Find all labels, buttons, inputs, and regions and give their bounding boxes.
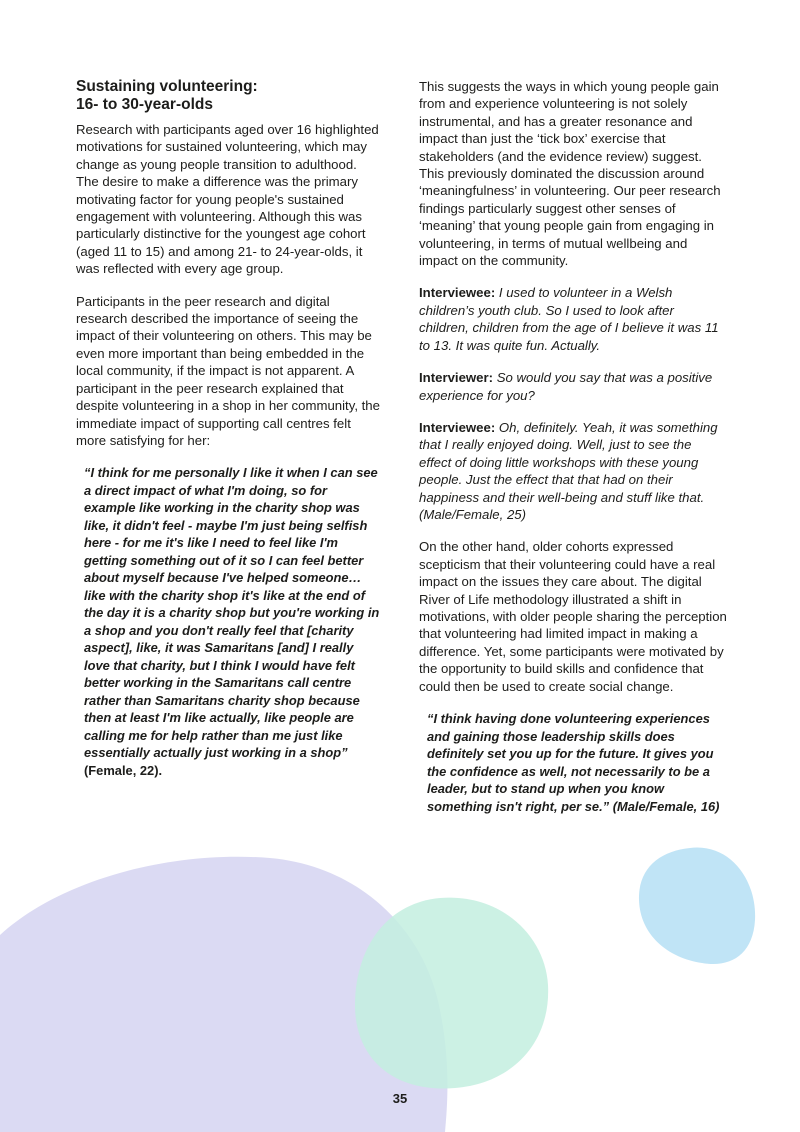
heading-line-1: Sustaining volunteering: [76,78,258,95]
interview-line-3 [419,419,727,523]
left-quote [84,464,382,779]
green-blob-shape [355,898,548,1089]
right-column [419,78,727,815]
interview-text: So would you say that was a positive experience for you? [419,370,713,403]
right-paragraph-2: On the other hand, older cohorts expressed scepticism that their volunteering could have a real impact on the issues they care about. The digital River of Life methodology illustrated a shift in motivations, with older people sharing the perception that volunteering had limited impact in making a difference. Yet, some participants were motivated by the opportunity to build skills and confidence that could then be used to create social change. [419,539,727,694]
section-heading [76,78,382,114]
interview-text: Oh, definitely. Yeah, it was something that I really enjoyed doing. Well, just to see the effect of doing little workshops with these young people. Just the effect that that had on their happiness and their well-being and stuff like that. (Male/Female, 25) [419,419,718,522]
heading-line-2: 16- to 30-year-olds [76,96,213,113]
right-quote: “I think having done volunteering experiences and gaining those leadership skills does definitely set you up for the future. It gives you the confidence as well, not necessarily to be a leader, but to stand up when you know something isn't right, per se.” (Male/Female, 16) [427,711,720,814]
interview-line-2 [419,369,727,404]
left-column [76,78,382,779]
interview-text: I used to volunteer in a Welsh children’s youth club. So I used to look after children, children from the age of I believe it was 11 to 13. It was quite fun. Actually. [419,285,719,353]
left-paragraph-2: Participants in the peer research and digital research described the importance of seeing the impact of their volunteering on others. This may be even more important than being embedded in the local community, if the impact is not apparent. A participant in the peer research explained that despite volunteering in a shop in her community, the immediate impact of supporting call centres felt more satisfying for her: [76,293,380,448]
left-quote-attribution: (Female, 22). [84,762,163,778]
interview-label: Interviewee: [419,285,496,301]
right-paragraph-1: This suggests the ways in which young people gain from and experience volunteering is not solely instrumental, and has a greater resonance and impact than just the ‘tick box’ exercise that stakeholders (and the evidence review) suggest. This previously dominated the discussion around ‘meaningfulness’ in volunteering. Our peer research findings particularly suggest other senses of ‘meaning’ that young people gain from engaging in volunteering, in terms of mutual wellbeing and impact on the community. [419,79,721,269]
blue-blob-shape [639,848,755,964]
left-paragraph-1: Research with participants aged over 16 highlighted motivations for sustained volunteering, which may change as young people transition to adulthood. The desire to make a difference was the primary motivating factor for young people's sustained engagement with volunteering. Although this was particularly distinctive for the youngest age cohort (aged 11 to 15) and among 21- to 24-year-olds, it was reflected with every age group. [76,122,379,277]
interview-line-1 [419,284,727,354]
interview-label: Interviewee: [419,419,496,435]
page-number: 35 [392,1091,408,1106]
interview-label: Interviewer: [419,370,494,386]
left-quote-text: “I think for me personally I like it when I can see a direct impact of what I'm doing, so for example like working in the charity shop was like, it didn't feel - maybe I'm just being selfish here - for me it's like I need to feel like I'm getting something out of it so I can feel better about myself because I've helped someone… like with the charity shop it's like at the end of the day it is a charity shop but you're working in a shop and you don't really feel that [charity aspect], like, it was Samaritans [and] I really love that charity, but I think I would have felt better working in the Samaritans call centre rather than Samaritans charity shop because then at least I'm like actually, like people are calling me for help rather than me just like essentially actually just working in a shop” [84,465,380,761]
